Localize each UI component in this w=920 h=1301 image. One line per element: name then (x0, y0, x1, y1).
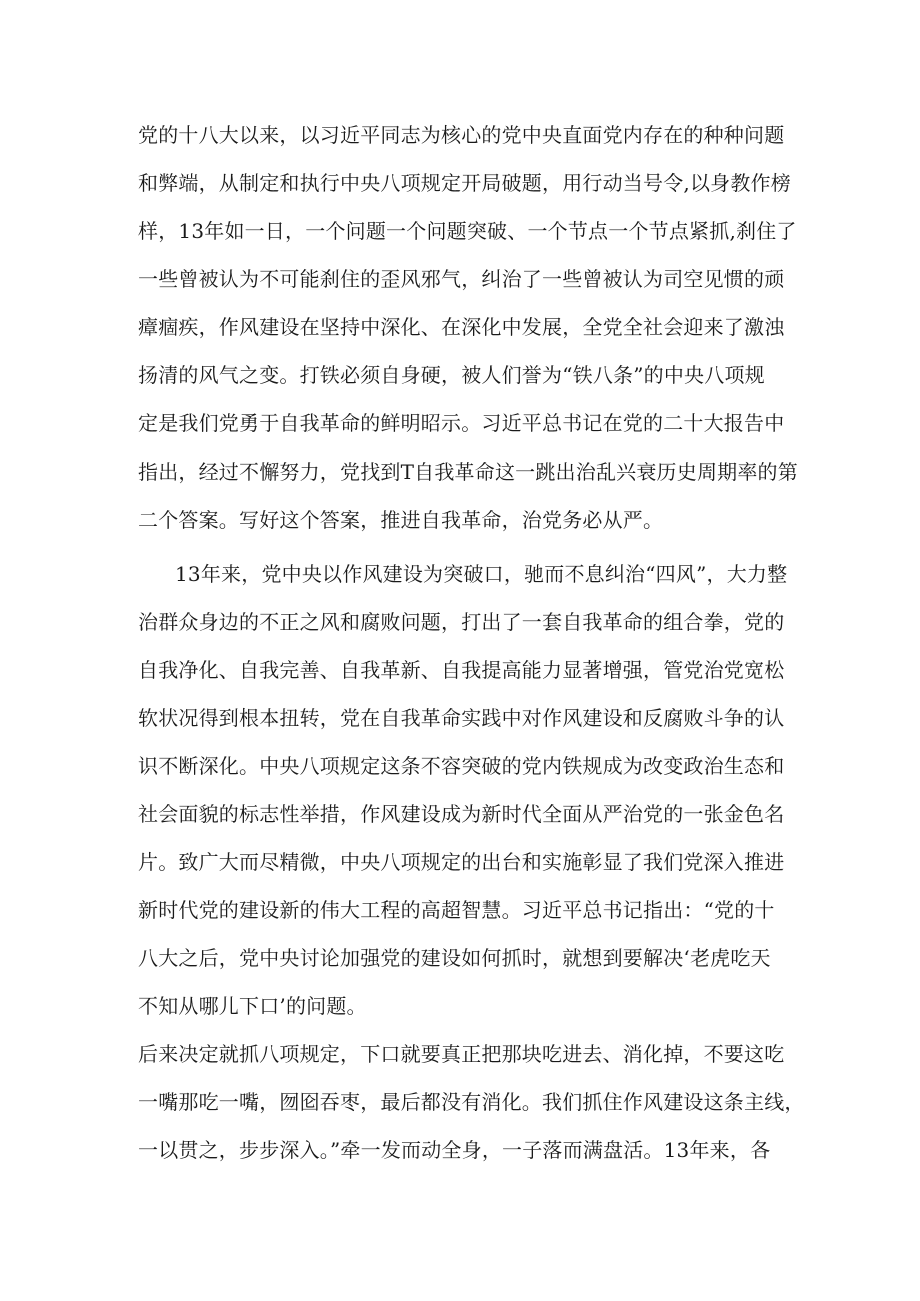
paragraph-3-line-2: 一嘴那吃一嘴，囫囵吞枣，最后都没有消化。我们抓住作风建设这条主线， (138, 1090, 805, 1114)
paragraph-1-line-3: 样，13年如一日，一个问题一个问题突破、一个节点一个节点紧抓,刹住了 (138, 219, 797, 243)
paragraph-1-line-7: 定是我们党勇于自我革命的鲜明昭示。习近平总书记在党的二十大报告中 (138, 411, 785, 435)
paragraph-2-line-2: 治群众身边的不正之风和腐败问题，打出了一套自我革命的组合拳，党的 (138, 610, 785, 634)
paragraph-2-line-10: 不知从哪儿下口’的问题。 (138, 994, 367, 1018)
paragraph-1-line-4: 一些曾被认为不可能刹住的歪风邪气，纠治了一些曾被认为司空见惯的顽 (138, 267, 785, 291)
paragraph-2-line-3: 自我净化、自我完善、自我革新、自我提高能力显著增强，管党治党宽松 (138, 658, 785, 682)
paragraph-1-line-1: 党的十八大以来，以习近平同志为核心的党中央直面党内存在的种种问题 (138, 123, 785, 147)
paragraph-1-line-2: 和弊端，从制定和执行中央八项规定开局破题，用行动当号令,以身教作榜 (138, 171, 791, 195)
paragraph-2-line-9: 八大之后，党中央讨论加强党的建设如何抓时，就想到要解决‘老虎吃天 (138, 946, 771, 970)
paragraph-2-line-1: 13年来，党中央以作风建设为突破口，驰而不息纠治“四风”，大力整 (175, 562, 788, 586)
paragraph-2-line-4: 软状况得到根本扭转，党在自我革命实践中对作风建设和反腐败斗争的认 (138, 706, 785, 730)
paragraph-2-line-5: 识不断深化。中央八项规定这条不容突破的党内铁规成为改变政治生态和 (138, 754, 785, 778)
paragraph-2-line-7: 片。致广大而尽精微，中央八项规定的出台和实施彰显了我们党深入推进 (138, 850, 785, 874)
paragraph-3-line-3: 一以贯之，步步深入。”牵一发而动全身，一子落而满盘活。13年来，各 (138, 1138, 771, 1162)
paragraph-2-line-8: 新时代党的建设新的伟大工程的高超智慧。习近平总书记指出：“党的十 (138, 898, 775, 922)
paragraph-1-line-8: 指出，经过不懈努力，党找到T自我革命这一跳出治乱兴衰历史周期率的第 (138, 460, 798, 484)
paragraph-1-line-6: 扬清的风气之变。打铁必须自身硬，被人们誉为“铁八条”的中央八项规 (138, 363, 765, 387)
paragraph-1-line-5: 瘴痼疾，作风建设在坚持中深化、在深化中发展，全党全社会迎来了激浊 (138, 315, 785, 339)
paragraph-2-line-6: 社会面貌的标志性举措，作风建设成为新时代全面从严治党的一张金色名 (138, 802, 785, 826)
paragraph-3-line-1: 后来决定就抓八项规定，下口就要真正把那块吃进去、消化掉，不要这吃 (138, 1042, 785, 1066)
paragraph-1-line-9: 二个答案。写好这个答案，推进自我革命，治党务必从严。 (138, 508, 664, 532)
